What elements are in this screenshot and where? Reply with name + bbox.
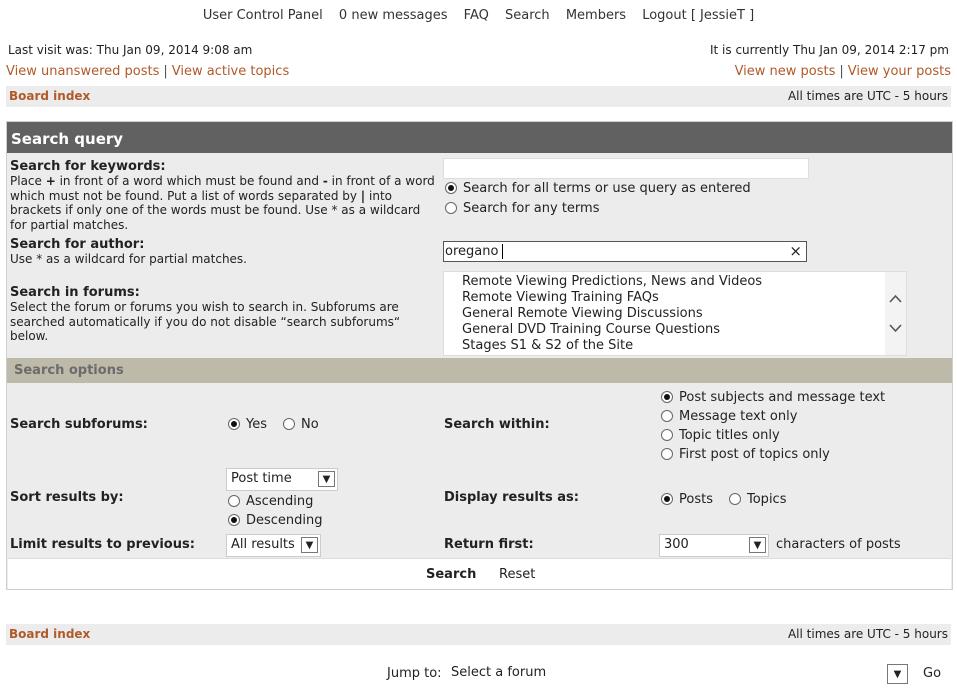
text-cursor xyxy=(502,244,503,259)
forums-label: Search in forums: xyxy=(10,285,140,300)
within-subjects-text-option[interactable]: Post subjects and message text xyxy=(661,390,885,405)
scroll-down-icon[interactable] xyxy=(888,321,903,335)
radio-selected-icon[interactable] xyxy=(661,391,673,403)
nav-members[interactable]: Members xyxy=(565,8,627,23)
nav-new-messages[interactable]: 0 new messages xyxy=(338,8,448,23)
jump-forum-select[interactable] xyxy=(446,662,910,684)
nav-faq[interactable]: FAQ xyxy=(463,8,489,23)
sort-field-value: Post time xyxy=(231,471,292,486)
view-active-link[interactable]: View active topics xyxy=(171,64,290,79)
within-first-post-option[interactable]: First post of topics only xyxy=(661,447,830,462)
nav-logout[interactable]: Logout [ JessieT ] xyxy=(642,8,755,23)
sort-field-select[interactable] xyxy=(226,468,338,491)
keywords-input[interactable] xyxy=(443,158,809,179)
nav-user-control-panel[interactable]: User Control Panel xyxy=(202,8,323,23)
radio-selected-icon[interactable] xyxy=(228,418,240,430)
breadcrumb-bottom xyxy=(6,624,951,645)
clear-icon[interactable]: × xyxy=(789,242,802,260)
link-separator: | xyxy=(163,64,168,79)
return-first-label: Return first: xyxy=(444,537,534,552)
radio-icon[interactable] xyxy=(729,493,741,505)
author-label: Search for author: xyxy=(10,237,145,252)
search-options-header xyxy=(7,358,952,383)
radio-selected-icon[interactable] xyxy=(228,514,240,526)
forum-option[interactable]: General DVD Training Course Questions xyxy=(462,322,721,337)
forum-option[interactable]: Stages S1 & S2 of the Site xyxy=(462,338,634,353)
radio-selected-icon[interactable] xyxy=(445,182,457,194)
within-message-text-option[interactable]: Message text only xyxy=(661,409,797,424)
jump-forum-value: Select a forum xyxy=(451,665,547,680)
timezone-text: All times are UTC - 5 hours xyxy=(787,627,948,641)
chevron-down-icon[interactable]: ▼ xyxy=(887,664,908,684)
radio-icon[interactable] xyxy=(661,448,673,460)
view-your-posts-link[interactable]: View your posts xyxy=(847,64,951,79)
keywords-description: Place + in front of a word which must be found and - in front of a word which must not be found. Put a list of words separated by | into brackets if only one of the words must be found. Use * as a wildcard for partial matches. xyxy=(10,174,435,232)
quick-links xyxy=(6,64,951,79)
display-topics-option[interactable]: Topics xyxy=(729,492,786,507)
author-value: oregano xyxy=(445,244,499,259)
current-time-text: It is currently Thu Jan 09, 2014 2:17 pm xyxy=(710,43,949,57)
button-bar xyxy=(8,558,951,589)
sort-descending-option[interactable]: Descending xyxy=(228,513,323,528)
search-button[interactable]: Search xyxy=(426,567,477,582)
forum-option[interactable]: General Remote Viewing Discussions xyxy=(462,306,703,321)
go-button[interactable]: Go xyxy=(923,666,942,681)
mode-all-option[interactable]: Search for all terms or use query as entered xyxy=(445,181,751,196)
display-posts-option[interactable]: Posts xyxy=(661,492,713,507)
radio-icon[interactable] xyxy=(283,418,295,430)
radio-icon[interactable] xyxy=(445,202,457,214)
within-label: Search within: xyxy=(444,417,550,432)
search-query-header xyxy=(7,122,952,153)
top-navigation xyxy=(0,8,957,23)
nav-search[interactable]: Search xyxy=(505,8,550,23)
timezone-text: All times are UTC - 5 hours xyxy=(787,89,948,103)
author-input[interactable] xyxy=(443,241,807,262)
radio-selected-icon[interactable] xyxy=(661,493,673,505)
mode-any-option[interactable]: Search for any terms xyxy=(445,201,599,216)
return-first-suffix: characters of posts xyxy=(776,537,901,552)
link-separator: | xyxy=(839,64,844,79)
breadcrumb-top xyxy=(6,86,951,107)
search-panel xyxy=(6,121,953,590)
forum-option[interactable]: Remote Viewing Predictions, News and Videos xyxy=(462,274,763,289)
board-index-link[interactable]: Board index xyxy=(9,89,91,103)
display-label: Display results as: xyxy=(444,490,579,505)
subforums-label: Search subforums: xyxy=(10,417,148,432)
return-first-select[interactable] xyxy=(659,534,769,557)
radio-icon[interactable] xyxy=(661,410,673,422)
visit-info xyxy=(8,43,949,57)
author-description: Use * as a wildcard for partial matches. xyxy=(10,252,247,266)
forums-description: Select the forum or forums you wish to search in. Subforums are searched automatically if you do not disable “search subforums“ below. xyxy=(10,300,401,343)
radio-icon[interactable] xyxy=(228,495,240,507)
chevron-down-icon[interactable]: ▼ xyxy=(318,471,335,487)
search-query-title: Search query xyxy=(11,130,124,148)
subforums-no-option[interactable]: No xyxy=(283,417,319,432)
search-options-title: Search options xyxy=(14,363,124,378)
forum-list-scrollbar[interactable] xyxy=(885,272,906,355)
limit-value: All results xyxy=(231,537,295,552)
board-index-link[interactable]: Board index xyxy=(9,627,91,641)
reset-button[interactable]: Reset xyxy=(499,567,536,582)
view-unanswered-link[interactable]: View unanswered posts xyxy=(6,64,160,79)
sort-ascending-option[interactable]: Ascending xyxy=(228,494,313,509)
view-new-posts-link[interactable]: View new posts xyxy=(734,64,836,79)
chevron-down-icon[interactable]: ▼ xyxy=(301,537,318,553)
last-visit-text: Last visit was: Thu Jan 09, 2014 9:08 am xyxy=(8,43,253,57)
jump-to-label: Jump to: xyxy=(387,666,442,681)
scroll-up-icon[interactable] xyxy=(888,292,903,306)
sort-label: Sort results by: xyxy=(10,490,124,505)
chevron-down-icon[interactable]: ▼ xyxy=(749,537,766,553)
return-first-value: 300 xyxy=(664,537,689,552)
within-topic-titles-option[interactable]: Topic titles only xyxy=(661,428,780,443)
forum-option[interactable]: Remote Viewing Training FAQs xyxy=(462,290,659,305)
keywords-label: Search for keywords: xyxy=(10,159,166,174)
forum-select-list[interactable] xyxy=(443,271,907,356)
limit-select[interactable] xyxy=(226,534,321,557)
subforums-yes-option[interactable]: Yes xyxy=(228,417,267,432)
limit-label: Limit results to previous: xyxy=(10,537,195,552)
radio-icon[interactable] xyxy=(661,429,673,441)
